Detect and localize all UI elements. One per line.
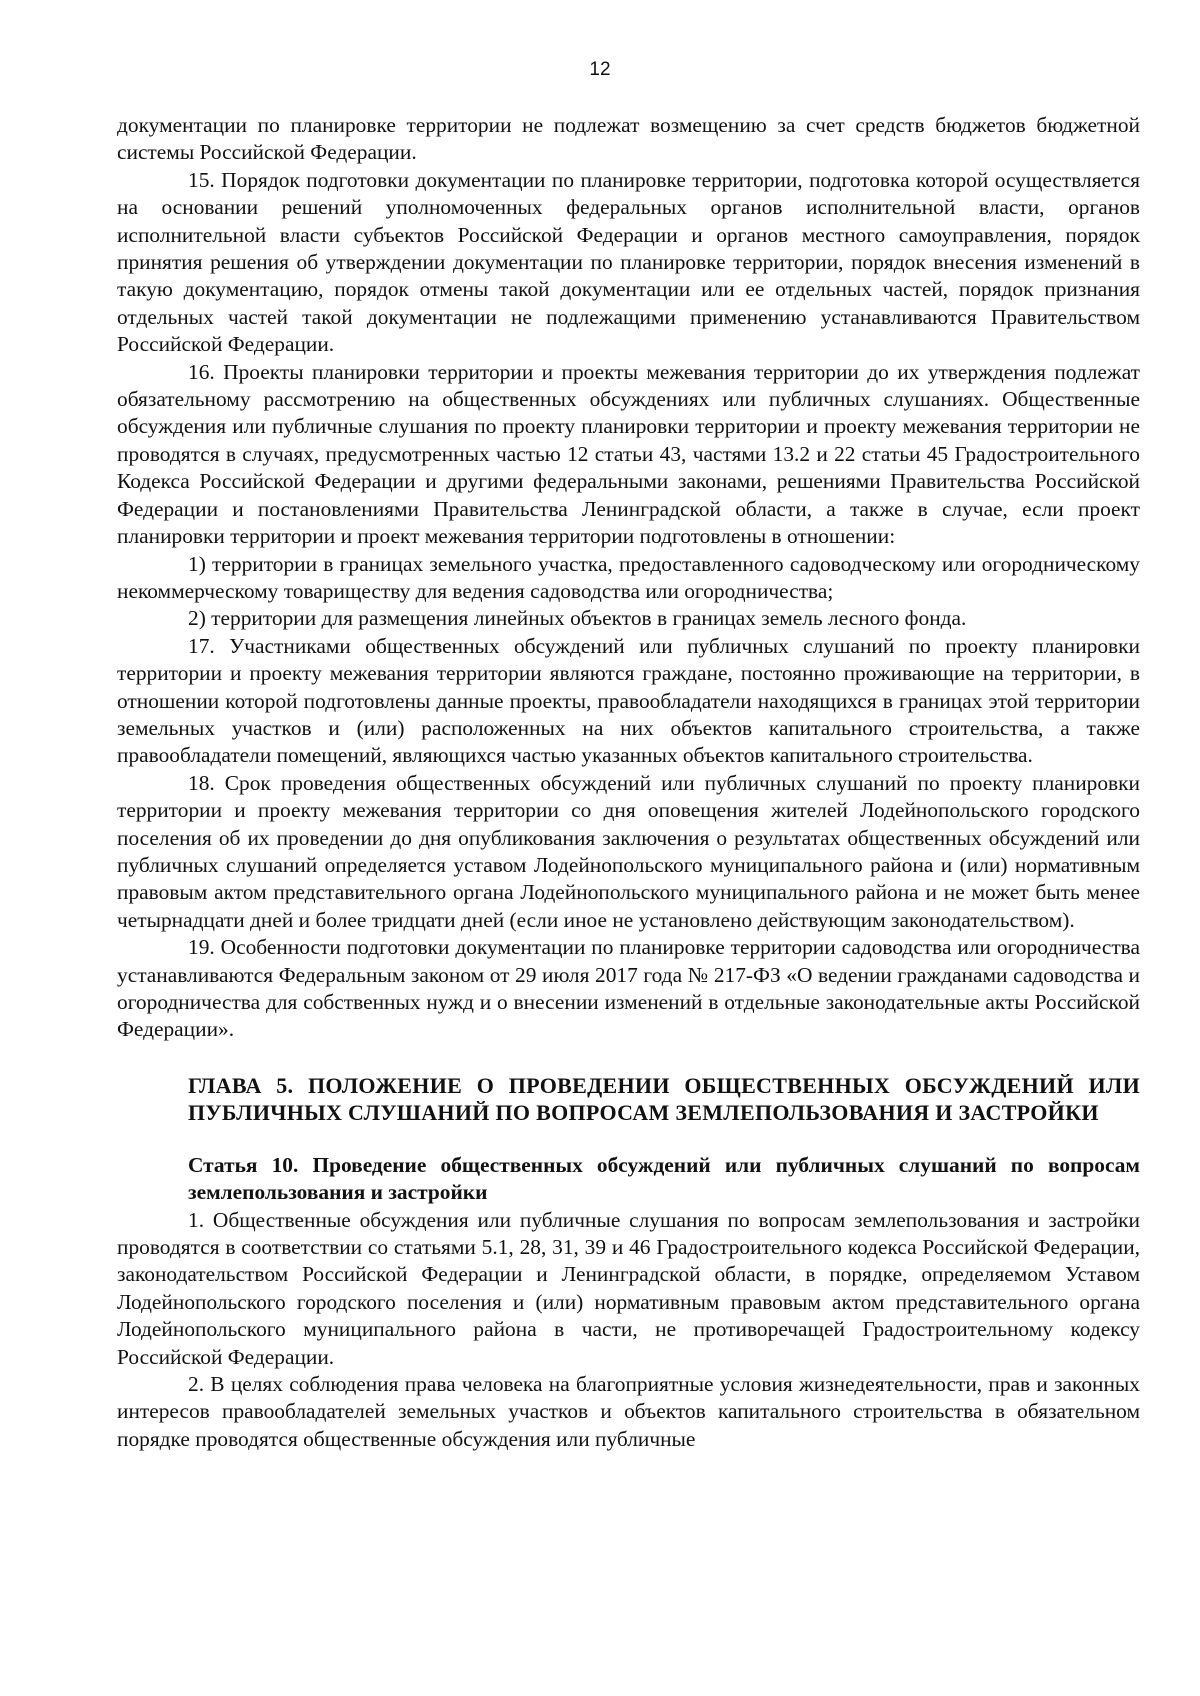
- list-item-2: 2) территории для размещения линейных объектов в границах земель лесного фонда.: [188, 606, 967, 631]
- chapter-heading: ГЛАВА 5. ПОЛОЖЕНИЕ О ПРОВЕДЕНИИ ОБЩЕСТВЕННЫХ ОБСУЖДЕНИЙ ИЛИ ПУБЛИЧНЫХ СЛУШАНИЙ ПО ВОПРОСАМ ЗЕМЛЕПОЛЬЗОВАНИЯ И ЗАСТРОЙКИ: [188, 1072, 1140, 1125]
- paragraph-15: 15. Порядок подготовки документации по планировке территории, подготовка которой осуществляется на основании решений уполномоченных федеральных органов исполнительной власти, органов исполнительной власти субъектов Российской Федерации и органов местного самоуправления, порядок принятия решения об утверждении документации по планировке территории, порядок внесения изменений в такую документацию, порядок отмены такой документации или ее отдельных частей, порядок признания отдельных частей такой документации не подлежащими применению устанавливаются Правительством Российской Федерации.: [117, 167, 1140, 357]
- article-paragraph-2: 2. В целях соблюдения права человека на благоприятные условия жизнедеятельности, прав и законных интересов правообладателей земельных участков и объектов капитального строительства в обязательном порядке проводятся общественные обсуждения или публичные: [117, 1372, 1140, 1451]
- paragraph-continuation: документации по планировке территории не подлежат возмещению за счет средств бюджетов бюджетной системы Российской Федерации.: [117, 113, 1140, 165]
- paragraph-17: 17. Участниками общественных обсуждений или публичных слушаний по проекту планировки территории и проекту межевания территории являются граждане, постоянно проживающие на территории, в отношении которой подготовлены данные проекты, правообладатели находящихся в границах этой территории земельных участков и (или) расположенных на них объектов капитального строительства, а также правообладатели помещений, являющихся частью указанных объектов капитального строительства.: [117, 633, 1140, 768]
- paragraph-19: 19. Особенности подготовки документации по планировке территории садоводства или огородничества устанавливаются Федеральным законом от 29 июля 2017 года № 217-ФЗ «О ведении гражданами садоводства и огородничества для собственных нужд и о внесении изменений в отдельные законодательные акты Российской Федерации».: [117, 935, 1140, 1042]
- article-heading: Статья 10. Проведение общественных обсуждений или публичных слушаний по вопросам землепользования и застройки: [188, 1152, 1140, 1205]
- paragraph-16: 16. Проекты планировки территории и проекты межевания территории до их утверждения подлежат обязательному рассмотрению на общественных обсуждениях или публичных слушаниях. Общественные обсуждения или публичные слушания по проекту планировки территории и проекту межевания территории не проводятся в случаях, предусмотренных частью 12 статьи 43, частями 13.2 и 22 статьи 45 Градостроительного Кодекса Российской Федерации и другими федеральными законами, решениями Правительства Российской Федерации и постановлениями Правительства Ленинградской области, а также в случае, если проект планировки территории и проект межевания территории подготовлены в отношении:: [117, 359, 1140, 549]
- page-content: [117, 112, 1140, 1453]
- paragraph-18: 18. Срок проведения общественных обсуждений или публичных слушаний по проекту планировки территории и проекту межевания территории со дня оповещения жителей Лодейнопольского городского поселения об их проведении до дня опубликования заключения о результатах общественных обсуждений или публичных слушаний определяется уставом Лодейнопольского муниципального района и (или) нормативным правовым актом представительного органа Лодейнопольского муниципального района и не может быть менее четырнадцати дней и более тридцати дней (если иное не установлено действующим законодательством).: [117, 770, 1140, 932]
- article-paragraph-1: 1. Общественные обсуждения или публичные слушания по вопросам землепользования и застройки проводятся в соответствии со статьями 5.1, 28, 31, 39 и 46 Градостроительного кодекса Российской Федерации, законодательством Российской Федерации и Ленинградской области, в порядке, определяемом Уставом Лодейнопольского городского поселения и (или) нормативным правовым актом представительного органа Лодейнопольского муниципального района в части, не противоречащей Градостроительному кодексу Российской Федерации.: [117, 1207, 1140, 1369]
- page-number: 12: [589, 59, 611, 80]
- list-item-1: 1) территории в границах земельного участка, предоставленного садоводческому или огородническому некоммерческому товариществу для ведения садоводства или огородничества;: [117, 551, 1140, 603]
